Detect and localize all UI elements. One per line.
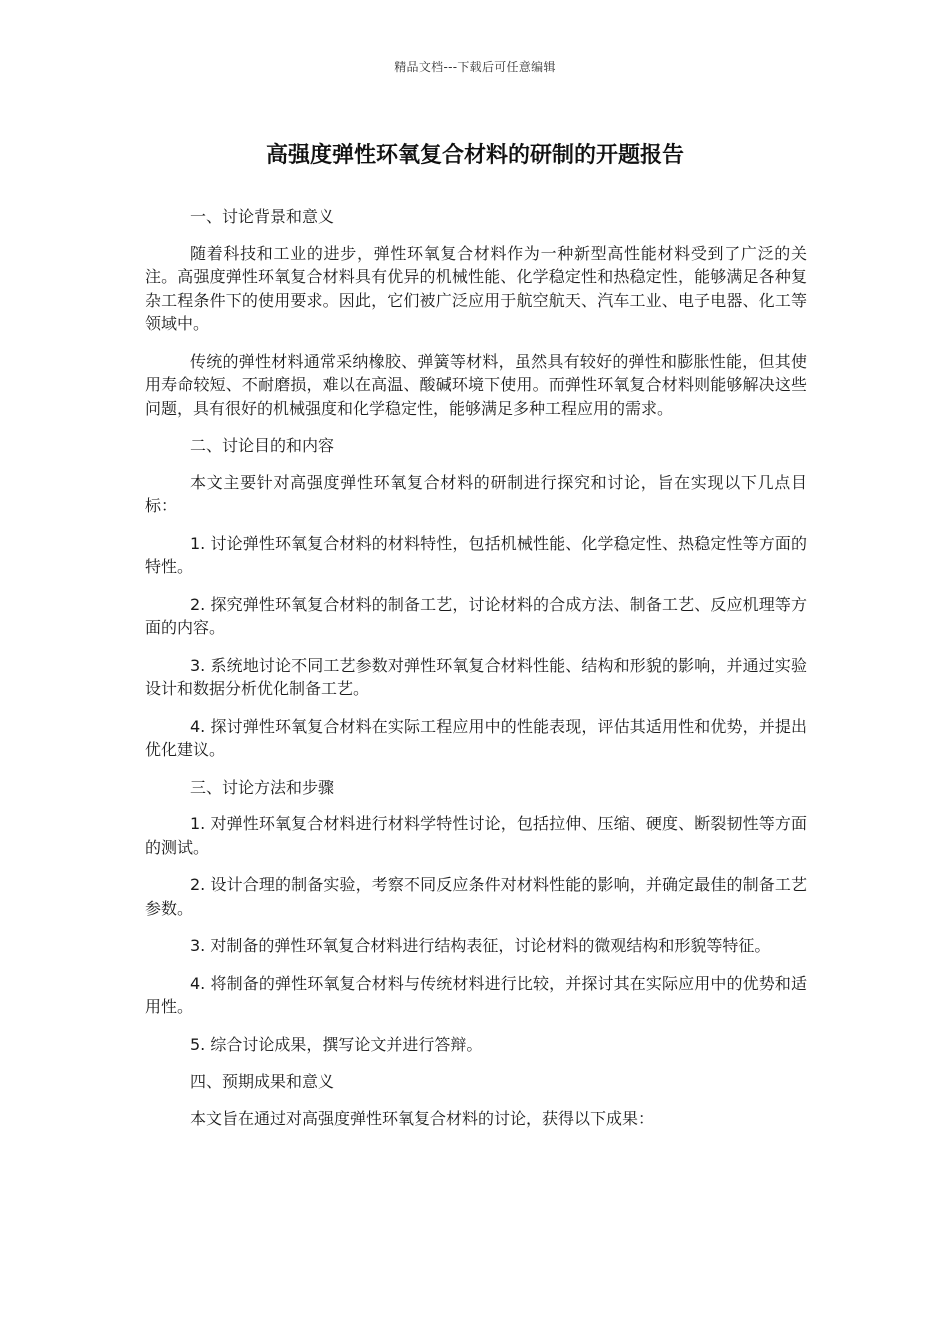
paragraph-background-2: 传统的弹性材料通常采纳橡胶、弹簧等材料，虽然具有较好的弹性和膨胀性能，但其使用寿命较短、不耐磨损，难以在高温、酸碱环境下使用。而弹性环氧复合材料则能够解决这些问题，具有很好的机械强度和化学稳定性，能够满足多种工程应用的需求。 xyxy=(145,351,807,418)
list-item-method-4: 4. 将制备的弹性环氧复合材料与传统材料进行比较，并探讨其在实际应用中的优势和适用性。 xyxy=(145,973,807,1016)
list-item-objective-4: 4. 探讨弹性环氧复合材料在实际工程应用中的性能表现，评估其适用性和优势，并提出优化建议。 xyxy=(145,716,807,759)
paragraph-outcomes-intro: 本文旨在通过对高强度弹性环氧复合材料的讨论，获得以下成果： xyxy=(190,1108,655,1128)
section-heading-objectives: 二、讨论目的和内容 xyxy=(190,436,335,455)
section-heading-outcomes: 四、预期成果和意义 xyxy=(190,1072,335,1091)
header-note: 精品文档---下载后可任意编辑 xyxy=(394,60,556,74)
list-item-method-1: 1. 对弹性环氧复合材料进行材料学特性讨论，包括拉伸、压缩、硬度、断裂韧性等方面的测试。 xyxy=(145,814,807,857)
list-item-objective-2: 2. 探究弹性环氧复合材料的制备工艺，讨论材料的合成方法、制备工艺、反应机理等方面的内容。 xyxy=(145,594,807,637)
section-heading-methods: 三、讨论方法和步骤 xyxy=(190,777,335,797)
list-item-objective-1: 1. 讨论弹性环氧复合材料的材料特性，包括机械性能、化学稳定性、热稳定性等方面的特性。 xyxy=(145,533,807,576)
document-body xyxy=(145,205,807,1144)
paragraph-background-1: 随着科技和工业的进步，弹性环氧复合材料作为一种新型高性能材料受到了广泛的关注。高强度弹性环氧复合材料具有优异的机械性能、化学稳定性和热稳定性，能够满足各种复杂工程条件下的使用要求。因此，它们被广泛应用于航空航天、汽车工业、电子电器、化工等领域中。 xyxy=(145,243,807,333)
list-item-method-3: 3. 对制备的弹性环氧复合材料进行结构表征，讨论材料的微观结构和形貌等特征。 xyxy=(190,936,771,955)
list-item-objective-3: 3. 系统地讨论不同工艺参数对弹性环氧复合材料性能、结构和形貌的影响，并通过实验设计和数据分析优化制备工艺。 xyxy=(145,655,807,698)
document-title: 高强度弹性环氧复合材料的研制的开题报告 xyxy=(265,143,684,168)
section-heading-background: 一、讨论背景和意义 xyxy=(190,207,335,226)
list-item-method-5: 5. 综合讨论成果，撰写论文并进行答辩。 xyxy=(190,1034,483,1054)
list-item-method-2: 2. 设计合理的制备实验，考察不同反应条件对材料性能的影响，并确定最佳的制备工艺参数。 xyxy=(145,875,807,918)
paragraph-objectives-intro: 本文主要针对高强度弹性环氧复合材料的研制进行探究和讨论，旨在实现以下几点目标： xyxy=(145,472,807,515)
